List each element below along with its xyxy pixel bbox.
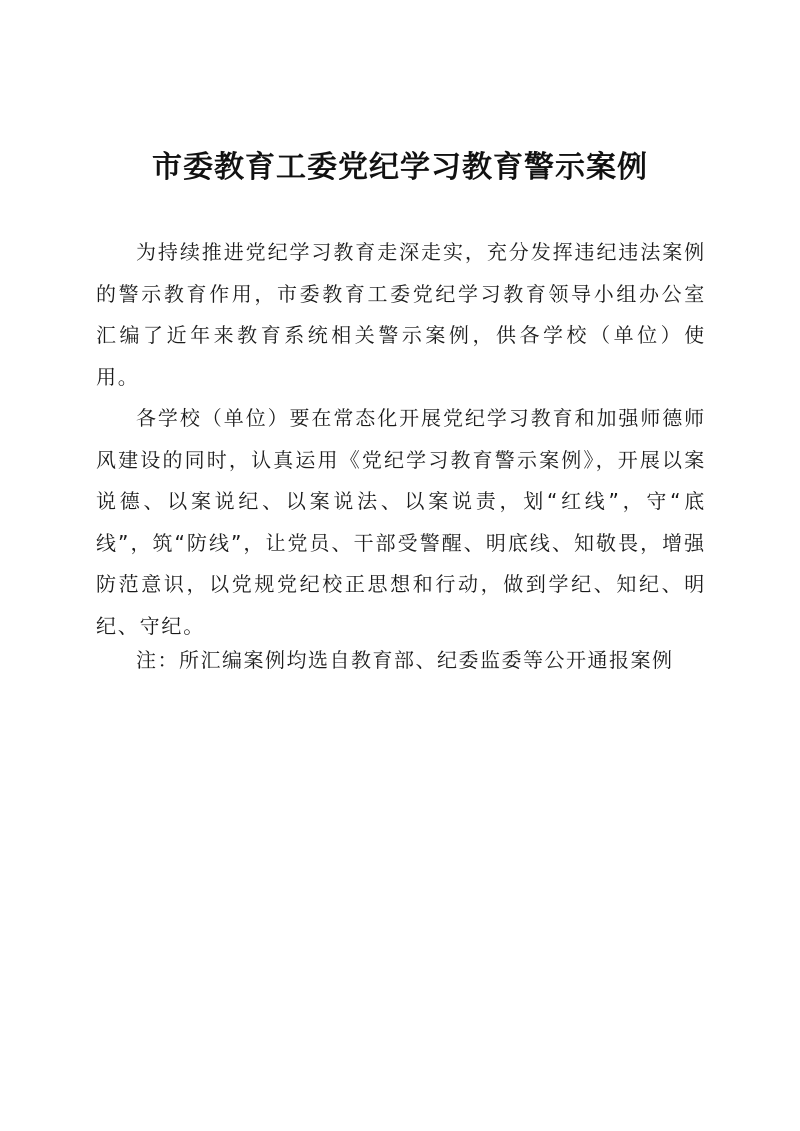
document-title: 市委教育工委党纪学习教育警示案例 — [152, 150, 648, 185]
document-body — [96, 232, 706, 647]
paragraph-requirements: 各学校（单位）要在常态化开展党纪学习教育和加强师德师风建设的同时，认真运用《党纪学习教育警示案例》，开展以案说德、以案说纪、以案说法、以案说责，划“红线”，守“底线”，筑“防线”，让党员、干部受警醒、明底线、知敬畏，增强防范意识，以党规党纪校正思想和行动，做到学纪、知纪、明纪、守纪。 — [96, 406, 706, 638]
paragraph-intro: 为持续推进党纪学习教育走深走实，充分发挥违纪违法案例的警示教育作用，市委教育工委党纪学习教育领导小组办公室汇编了近年来教育系统相关警示案例，供各学校（单位）使用。 — [96, 240, 706, 389]
document-note: 注：所汇编案例均选自教育部、纪委监委等公开通报案例 — [136, 648, 674, 672]
